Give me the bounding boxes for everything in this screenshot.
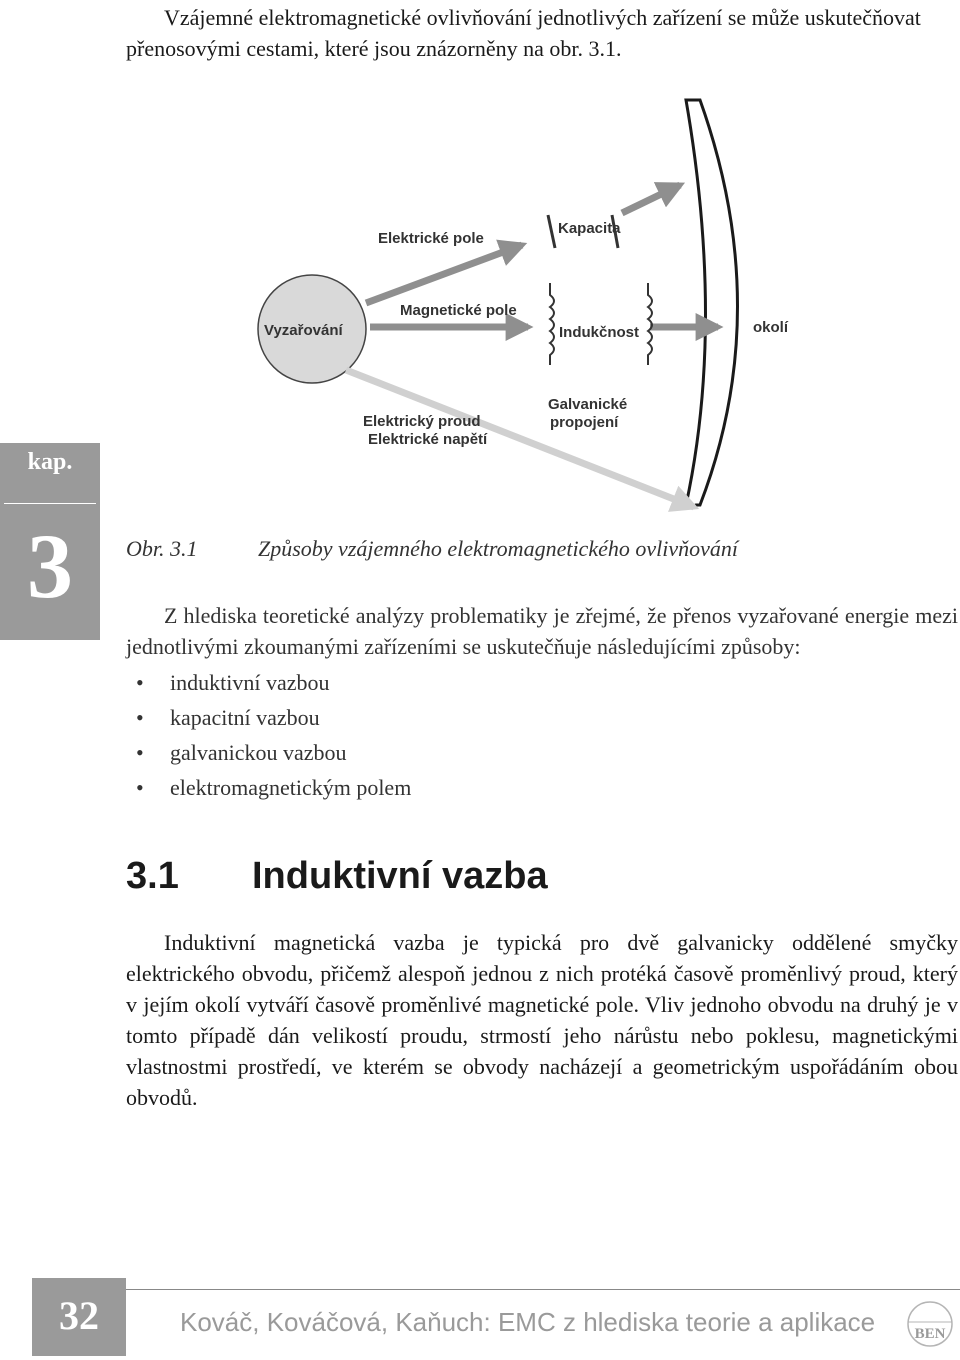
intro-paragraph: Vzájemné elektromagnetické ovlivňování jednotlivých zařízení se může uskutečňovat přenosovými cestami, které jsou znázorněny na obr. 3.1.: [126, 5, 921, 61]
bullet-icon: •: [136, 705, 144, 730]
chapter-number: 3: [27, 515, 73, 617]
publisher-logo-text: BEN: [914, 1326, 946, 1342]
electric-field-label: Elektrické pole: [378, 230, 484, 247]
running-title: Kováč, Kováčová, Kaňuch: EMC z hlediska teorie a aplikace: [180, 1307, 876, 1337]
magnetic-field-label: Magnetické pole: [400, 302, 517, 319]
section-title: Induktivní vazba: [252, 855, 548, 897]
section-number: 3.1: [126, 855, 179, 897]
page-number: 32: [59, 1293, 99, 1338]
page-number-box: [32, 1278, 126, 1356]
coupling-methods-list: [126, 666, 826, 806]
list-item-text: elektromagnetickým polem: [170, 775, 412, 800]
bullet-icon: •: [136, 740, 144, 765]
electric-field-arrow: [366, 245, 522, 303]
list-item: [126, 701, 826, 736]
coupling-paths-figure: [250, 95, 789, 515]
inductor-coil-left-icon: [550, 283, 554, 365]
galvanic-label-line2: propojení: [550, 414, 619, 431]
source-label: Vyzařování: [264, 322, 343, 339]
capacitance-arrow: [622, 185, 680, 213]
list-item: [126, 736, 826, 771]
list-item-text: kapacitní vazbou: [170, 705, 320, 730]
galvanic-label-line1: Galvanické: [548, 396, 628, 413]
publisher-logo-icon: [902, 1300, 958, 1348]
bullet-icon: •: [136, 670, 144, 695]
capacitor-plate-left-icon: [548, 215, 555, 248]
environment-shape: [686, 100, 738, 505]
inductance-label: Indukčnost: [559, 324, 640, 341]
body-paragraph-intro: Z hlediska teoretické analýzy problematiky je zřejmé, že přenos vyzařované energie mezi jednotlivými zkoumanými zařízeními se uskutečňuje následujícími způsoby:: [126, 603, 958, 659]
chapter-tab: [0, 443, 100, 640]
list-item: [126, 666, 826, 701]
chapter-tab-divider: [4, 503, 96, 504]
figure-caption-number: Obr. 3.1: [126, 536, 198, 561]
voltage-label: Elektrické napětí: [368, 431, 488, 448]
list-item-text: induktivní vazbou: [170, 670, 330, 695]
list-item: [126, 771, 826, 806]
chapter-abbr: kap.: [27, 449, 73, 475]
section-paragraph: Induktivní magnetická vazba je typická pro dvě galvanicky oddělené smyčky elektrického obvodu, přičemž alespoň jednou z nich protéká časově proměnlivý proud, který v jejím okolí vytváří časově proměnlivé magnetické pole. Vliv jednoho obvodu na druhý je v tomto případě dán velikostí proudu, strmostí jeho nárůstu nebo poklesu, magnetickými vlastnostmi prostředí, ve kterém se obvody nacházejí a geometrickým uspořádáním obou obvodů.: [126, 930, 958, 1110]
footer-divider: [126, 1289, 960, 1290]
target-label: okolí: [753, 319, 789, 336]
list-item-text: galvanickou vazbou: [170, 740, 347, 765]
current-label: Elektrický proud: [363, 413, 481, 430]
bullet-icon: •: [136, 775, 144, 800]
capacitance-label: Kapacita: [558, 220, 621, 237]
figure-caption-text: Způsoby vzájemného elektromagnetického ovlivňování: [258, 536, 738, 561]
